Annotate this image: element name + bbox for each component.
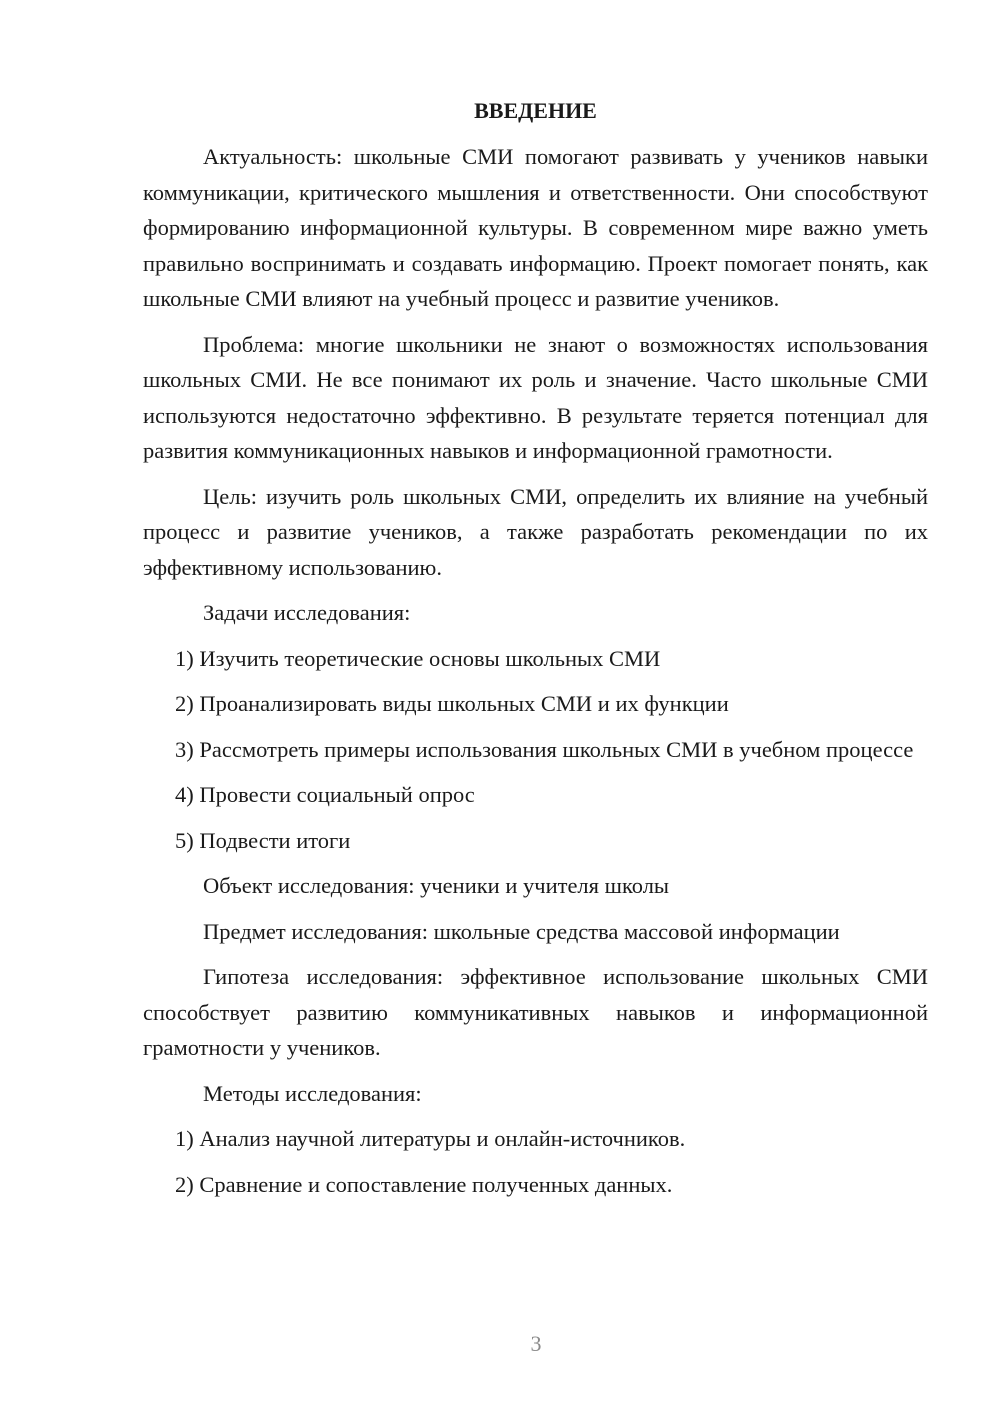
goal-paragraph: Цель: изучить роль школьных СМИ, определить их влияние на учебный процесс и развитие учеников, а также разработать рекомендации по их эффективному использованию.: [143, 483, 928, 580]
task-item: 2) Проанализировать виды школьных СМИ и их функции: [175, 691, 729, 716]
methods-heading: Методы исследования:: [203, 1080, 422, 1106]
page-title: ВВЕДЕНИЕ: [474, 98, 597, 123]
method-item: 1) Анализ научной литературы и онлайн-источников.: [175, 1126, 686, 1151]
document-body: [143, 93, 928, 1212]
relevance-paragraph: Актуальность: школьные СМИ помогают развивать у учеников навыки коммуникации, критического мышления и ответственности. Они способствуют формированию информационной культуры. В современном мире важно уметь правильно воспринимать и создавать информацию. Проект помогает понять, как школьные СМИ влияют на учебный процесс и развитие учеников.: [143, 144, 928, 311]
task-item: 5) Подвести итоги: [175, 827, 351, 853]
object-paragraph: Объект исследования: ученики и учителя школы: [203, 873, 670, 898]
method-item: 2) Сравнение и сопоставление полученных данных.: [175, 1171, 673, 1197]
task-item: 1) Изучить теоретические основы школьных СМИ: [175, 645, 661, 671]
subject-paragraph: Предмет исследования: школьные средства массовой информации: [203, 918, 840, 944]
hypothesis-paragraph: Гипотеза исследования: эффективное использование школьных СМИ способствует развитию коммуникативных навыков и информационной грамотности у учеников.: [143, 964, 928, 1060]
page-number: 3: [530, 1331, 542, 1356]
tasks-heading: Задачи исследования:: [203, 600, 411, 625]
task-item: 3) Рассмотреть примеры использования школьных СМИ в учебном процессе: [175, 736, 914, 762]
problem-paragraph: Проблема: многие школьники не знают о возможностях использования школьных СМИ. Не все понимают их роль и значение. Часто школьные СМИ используются недостаточно эффективно. В результате теряется потенциал для развития коммуникационных навыков и информационной грамотности.: [143, 331, 928, 463]
task-item: 4) Провести социальный опрос: [175, 782, 475, 807]
